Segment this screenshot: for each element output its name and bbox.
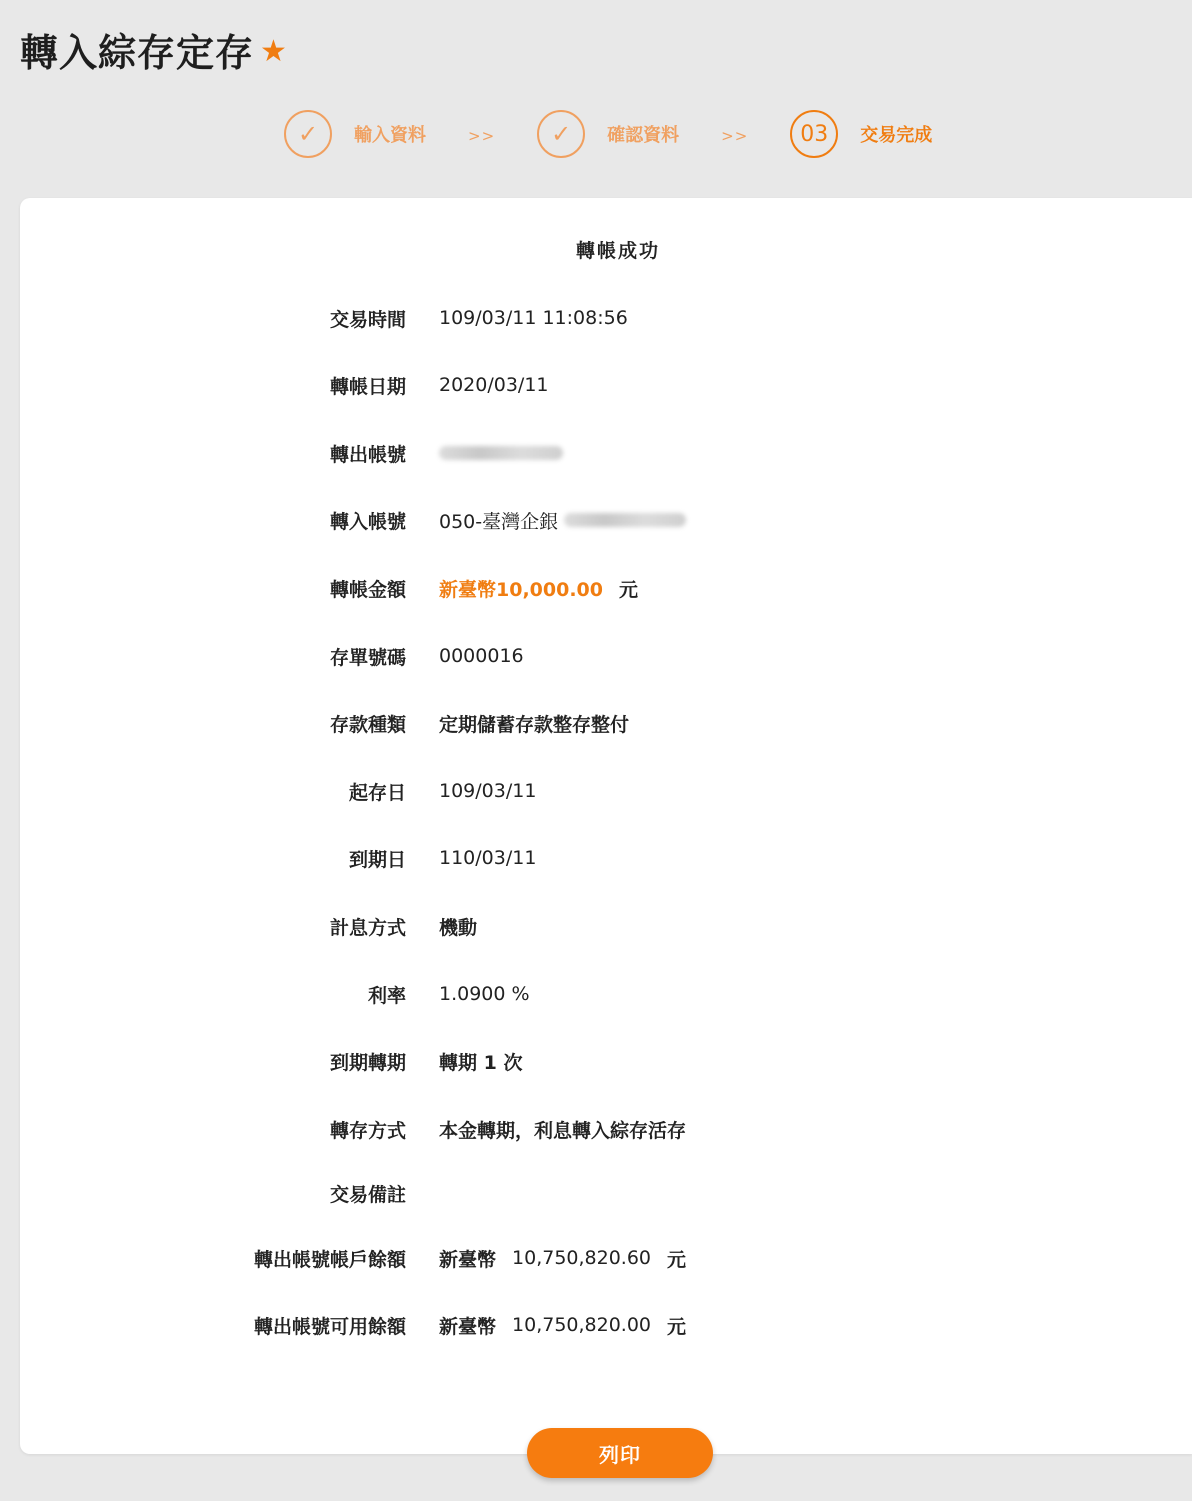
field-value: 0000016	[439, 645, 524, 667]
field-value: 1.0900 %	[439, 983, 530, 1005]
available-unit: 元	[667, 1315, 687, 1338]
step-label: 輸入資料	[354, 125, 426, 146]
row-deposit-type	[20, 708, 1120, 738]
print-button[interactable]: 列印	[527, 1428, 713, 1478]
field-value	[439, 575, 638, 602]
field-value	[439, 446, 563, 460]
row-to-account	[20, 505, 1120, 535]
check-icon: ✓	[537, 110, 585, 158]
amount-value: 新臺幣10,000.00	[439, 578, 603, 601]
field-value: 109/03/11	[439, 780, 537, 802]
star-icon[interactable]: ★	[260, 34, 288, 69]
field-label: 到期日	[348, 848, 406, 871]
row-rollover	[20, 1046, 1120, 1076]
field-value: 110/03/11	[439, 847, 537, 869]
field-label: 轉入帳號	[329, 510, 406, 533]
row-memo	[20, 1178, 1120, 1208]
field-value	[439, 507, 686, 534]
row-transfer-date	[20, 370, 1120, 400]
field-label: 轉帳金額	[329, 578, 406, 601]
masked-account-number	[564, 513, 686, 527]
step-separator: >>	[721, 127, 749, 145]
field-label: 轉出帳號可用餘額	[253, 1315, 406, 1338]
field-label: 轉出帳號帳戶餘額	[253, 1248, 406, 1271]
page-title-text: 轉入綜存定存	[20, 31, 255, 75]
field-label: 存單號碼	[329, 646, 406, 669]
field-label: 轉存方式	[329, 1119, 406, 1142]
step-label: 確認資料	[607, 125, 680, 146]
currency-label: 新臺幣	[439, 1315, 497, 1338]
step-complete	[790, 110, 932, 158]
progress-steps	[284, 110, 932, 158]
bank-name: 050-臺灣企銀	[439, 510, 559, 533]
field-label: 轉帳日期	[329, 375, 406, 398]
step-number: 03	[790, 110, 838, 158]
field-value: 機動	[439, 916, 478, 939]
field-value: 2020/03/11	[439, 374, 549, 396]
field-value	[439, 1312, 686, 1339]
result-card	[20, 198, 1192, 1454]
available-value: 10,750,820.00	[512, 1314, 652, 1336]
field-value: 轉期 1 次	[439, 1051, 523, 1074]
row-balance	[20, 1243, 1120, 1273]
row-rollover-method	[20, 1114, 1120, 1144]
field-label: 起存日	[348, 781, 406, 804]
row-from-account	[20, 438, 1120, 468]
balance-unit: 元	[667, 1248, 687, 1271]
row-txn-time	[20, 303, 1120, 333]
field-value: 定期儲蓄存款整存整付	[439, 713, 630, 736]
row-available-balance	[20, 1310, 1120, 1340]
field-value	[439, 1245, 686, 1272]
field-label: 轉出帳號	[329, 443, 406, 466]
balance-value: 10,750,820.60	[512, 1247, 652, 1269]
row-rate	[20, 979, 1120, 1009]
amount-unit: 元	[618, 578, 638, 601]
row-amount	[20, 573, 1120, 603]
field-label: 存款種類	[329, 713, 406, 736]
row-interest-method	[20, 911, 1120, 941]
field-value: 本金轉期，利息轉入綜存活存	[439, 1119, 687, 1142]
step-separator: >>	[468, 127, 496, 145]
field-label: 交易備註	[329, 1183, 406, 1206]
field-label: 計息方式	[329, 916, 406, 939]
check-icon: ✓	[284, 110, 332, 158]
step-input-data	[284, 110, 426, 158]
row-cert-no	[20, 641, 1120, 671]
masked-account-number	[439, 446, 563, 460]
currency-label: 新臺幣	[439, 1248, 497, 1271]
field-label: 利率	[367, 984, 406, 1007]
step-label: 交易完成	[860, 125, 933, 146]
field-label: 到期轉期	[329, 1051, 406, 1074]
field-label: 交易時間	[329, 308, 406, 331]
field-value: 109/03/11 11:08:56	[439, 307, 628, 329]
row-start-date	[20, 776, 1120, 806]
row-maturity-date	[20, 843, 1120, 873]
step-confirm-data	[537, 110, 679, 158]
page-title	[20, 22, 288, 77]
result-title: 轉帳成功	[575, 240, 660, 262]
